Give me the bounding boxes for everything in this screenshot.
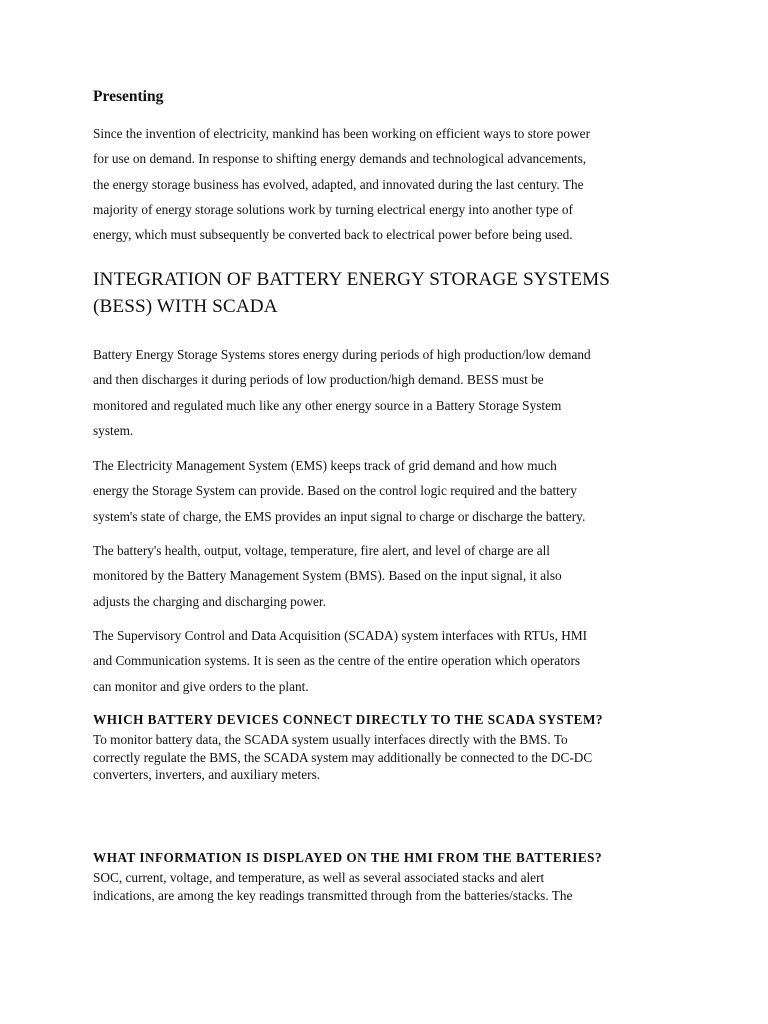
text-line: monitored and regulated much like any other energy source in a Battery Storage System xyxy=(93,397,562,413)
text-line: SOC, current, voltage, and temperature, as well as several associated stacks and alert xyxy=(93,870,545,885)
text-line: for use on demand. In response to shifting energy demands and technological advancements, xyxy=(93,151,587,167)
text-line: system. xyxy=(93,422,134,438)
text-line: can monitor and give orders to the plant. xyxy=(93,678,309,694)
text-line: The Electricity Management System (EMS) keeps track of grid demand and how much xyxy=(93,458,557,473)
question-heading-devices: WHICH BATTERY DEVICES CONNECT DIRECTLY TO THE SCADA SYSTEM? xyxy=(93,712,604,727)
text-line: The battery's health, output, voltage, temperature, fire alert, and level of charge are all xyxy=(93,543,550,558)
text-line: monitored by the Battery Management System (BMS). Based on the input signal, it also xyxy=(93,568,562,584)
paragraph-scada xyxy=(93,623,683,699)
text-line: and Communication systems. It is seen as the centre of the entire operation which operators xyxy=(93,653,581,669)
text-line: The Supervisory Control and Data Acquisition (SCADA) system interfaces with RTUs, HMI xyxy=(93,628,588,643)
text-line: and then discharges it during periods of low production/high demand. BESS must be xyxy=(93,372,544,388)
text-line: energy, which must subsequently be converted back to electrical power before being used. xyxy=(93,227,573,243)
paragraph-bess xyxy=(93,342,683,443)
text-line: Battery Energy Storage Systems stores energy during periods of high production/low demand xyxy=(93,347,591,362)
text-line: system's state of charge, the EMS provides an input signal to charge or discharge the battery. xyxy=(93,508,586,524)
text-line: energy the Storage System can provide. Based on the control logic required and the battery xyxy=(93,483,577,499)
text-line: indications, are among the key readings transmitted through from the batteries/stacks. The xyxy=(93,887,573,903)
text-line: Since the invention of electricity, mankind has been working on efficient ways to store power xyxy=(93,126,591,141)
paragraph-bms xyxy=(93,538,683,614)
main-heading xyxy=(93,266,683,320)
heading-presenting: Presenting xyxy=(93,88,164,105)
heading-line: (BESS) WITH SCADA xyxy=(93,296,278,317)
heading-line: INTEGRATION OF BATTERY ENERGY STORAGE SYSTEMS xyxy=(93,269,611,290)
question-heading-hmi: WHAT INFORMATION IS DISPLAYED ON THE HMI FROM THE BATTERIES? xyxy=(93,850,603,865)
text-line: majority of energy storage solutions work by turning electrical energy into another type of xyxy=(93,201,573,217)
text-line: adjusts the charging and discharging power. xyxy=(93,593,326,609)
text-line: To monitor battery data, the SCADA system usually interfaces directly with the BMS. To xyxy=(93,732,568,747)
answer-devices xyxy=(93,731,683,784)
paragraph-ems xyxy=(93,453,683,529)
text-line: correctly regulate the BMS, the SCADA system may additionally be connected to the DC-DC xyxy=(93,749,593,765)
answer-hmi xyxy=(93,869,683,904)
text-line: converters, inverters, and auxiliary meters. xyxy=(93,767,321,782)
intro-paragraph xyxy=(93,121,683,247)
text-line: the energy storage business has evolved, adapted, and innovated during the last century. The xyxy=(93,176,584,192)
